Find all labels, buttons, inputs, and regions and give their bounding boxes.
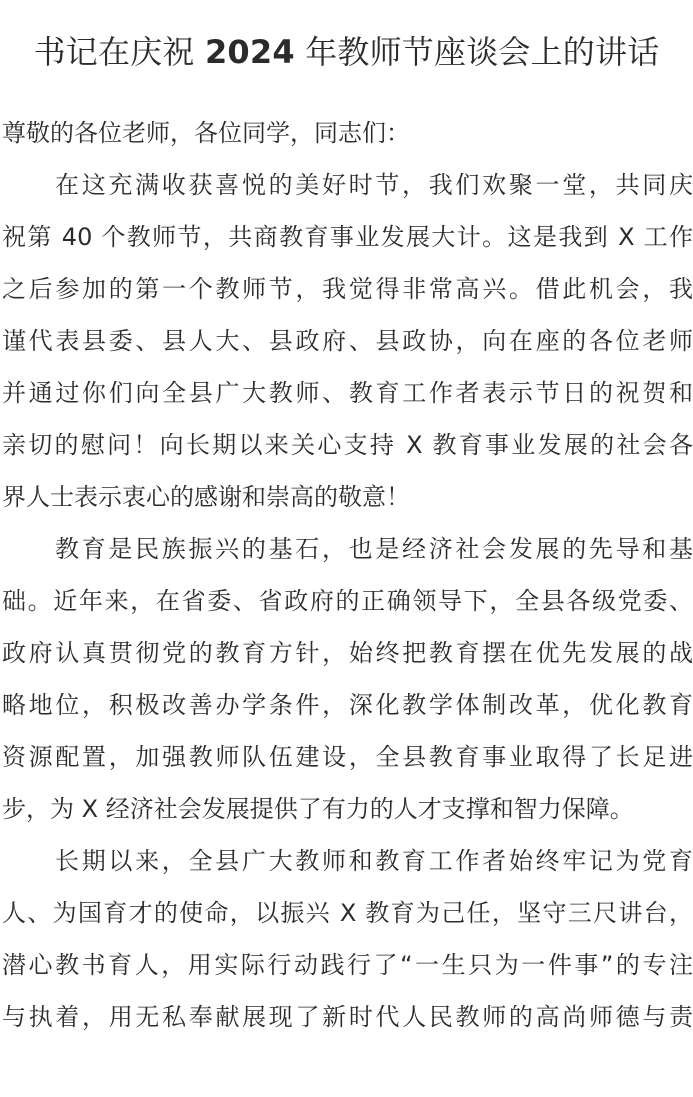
paragraph-2 bbox=[2, 523, 693, 835]
paragraph-line: 政府认真贯彻党的教育方针，始终把教育摆在优先发展的战 bbox=[2, 639, 693, 667]
paragraph-line: 长期以来，全县广大教师和教育工作者始终牢记为党育 bbox=[55, 847, 693, 875]
paragraph-line: 人、为国育才的使命，以振兴 X 教育为己任，坚守三尺讲台， bbox=[2, 899, 693, 927]
paragraph-line: 潜心教书育人，用实际行动践行了“一生只为一件事”的专注 bbox=[2, 951, 693, 979]
paragraph-line: 教育是民族振兴的基石，也是经济社会发展的先导和基 bbox=[55, 535, 693, 563]
document-title bbox=[0, 28, 693, 76]
paragraph-line: 础。近年来，在省委、省政府的正确领导下，全县各级党委、 bbox=[2, 587, 693, 615]
paragraph-line: 亲切的慰问！向长期以来关心支持 X 教育事业发展的社会各 bbox=[2, 431, 693, 459]
paragraph-line: 并通过你们向全县广大教师、教育工作者表示节日的祝贺和 bbox=[2, 379, 693, 407]
paragraph-3 bbox=[2, 835, 693, 1043]
title-suffix: 年教师节座谈会上的讲话 bbox=[294, 33, 660, 71]
paragraph-line: 与执着，用无私奉献展现了新时代人民教师的高尚师德与责 bbox=[2, 1003, 693, 1031]
document-body bbox=[2, 107, 693, 1043]
salutation-line: 尊敬的各位老师，各位同学，同志们： bbox=[2, 119, 410, 147]
title-year: 2024 bbox=[204, 33, 295, 71]
paragraph-line: 资源配置，加强教师队伍建设，全县教育事业取得了长足进 bbox=[2, 743, 693, 771]
paragraph-line: 步，为 X 经济社会发展提供了有力的人才支撑和智力保障。 bbox=[2, 795, 634, 823]
paragraph-line: 之后参加的第一个教师节，我觉得非常高兴。借此机会，我 bbox=[2, 275, 693, 303]
title-prefix: 书记在庆祝 bbox=[33, 33, 205, 71]
paragraph-line: 祝第 40 个教师节，共商教育事业发展大计。这是我到 X 工作 bbox=[2, 223, 693, 251]
salutation bbox=[2, 107, 693, 159]
paragraph-line: 略地位，积极改善办学条件，深化教学体制改革，优化教育 bbox=[2, 691, 693, 719]
paragraph-1 bbox=[2, 159, 693, 523]
paragraph-line: 在这充满收获喜悦的美好时节，我们欢聚一堂，共同庆 bbox=[55, 171, 693, 199]
paragraph-line: 谨代表县委、县人大、县政府、县政协，向在座的各位老师 bbox=[2, 327, 693, 355]
paragraph-line: 界人士表示衷心的感谢和崇高的敬意！ bbox=[2, 483, 410, 511]
